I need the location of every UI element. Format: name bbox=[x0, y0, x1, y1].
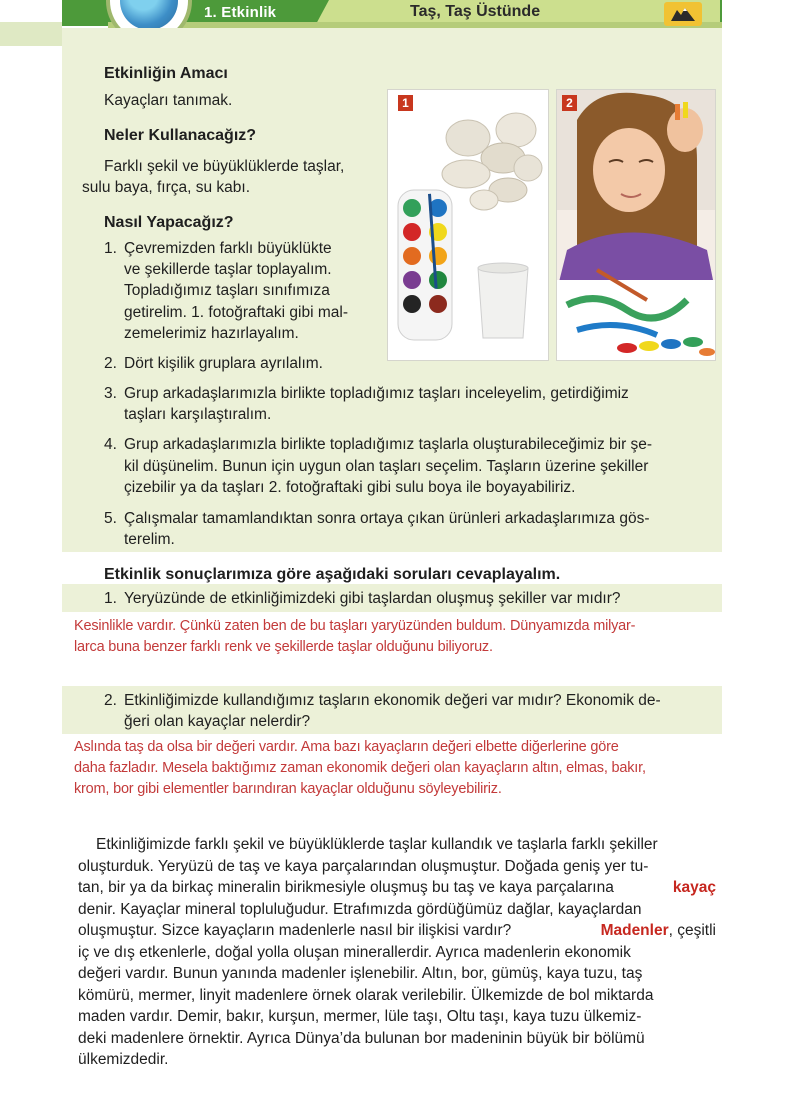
step-number: 3. bbox=[104, 385, 117, 402]
body-line: değeri vardır. Bunun yanında madenler işlenebilir. Altın, bor, gümüş, kaya tuzu, taş bbox=[78, 965, 643, 982]
question-line: Yeryüzünde de etkinliğimizdeki gibi taşlardan oluşmuş şekiller var mıdır? bbox=[124, 590, 621, 607]
body-line-with-keyword bbox=[78, 920, 716, 941]
materials-line: Farklı şekil ve büyüklüklerde taşlar, bbox=[104, 158, 345, 175]
photo-number-label: 2 bbox=[562, 95, 577, 111]
body-line: iç ve dış etkenlerle, doğal yolla oluşan minerallerdir. Ayrıca madenlerin ekonomik bbox=[78, 944, 631, 961]
body-line: maden vardır. Demir, bakır, kurşun, mermer, lüle taşı, Oltu taşı, kaya tuzu ülkemiz- bbox=[78, 1008, 642, 1025]
aim-heading: Etkinliğin Amacı bbox=[104, 65, 228, 82]
question-number: 2. bbox=[104, 692, 117, 709]
activity-title: Taş, Taş Üstünde bbox=[410, 3, 541, 20]
photo-materials bbox=[387, 89, 549, 361]
body-line: Etkinliğimizde farklı şekil ve büyüklüklerde taşlar kullandık ve taşlarla farklı şekiller bbox=[96, 836, 658, 853]
step-line: Grup arkadaşlarımızla birlikte topladığımız taşlarla oluşturabileceğimiz bir şe- bbox=[124, 436, 653, 453]
answer-line: krom, bor gibi elementler barındıran kayaçlar olduğunu söyleyebiliriz. bbox=[74, 781, 502, 797]
step-line: zemelerimiz hazırlayalım. bbox=[124, 325, 299, 342]
theme-badge-icon bbox=[664, 2, 702, 26]
answer-line: daha fazladır. Mesela baktığımız zaman ekonomik değeri olan kayaçların altın, elmas, bakır, bbox=[74, 760, 646, 776]
body-text: , çeşitli bbox=[668, 922, 716, 939]
step-line: çizebilir ya da taşları 2. fotoğraftaki gibi sulu boya ile boyayabiliriz. bbox=[124, 479, 576, 496]
howto-heading: Nasıl Yapacağız? bbox=[104, 214, 234, 231]
answer-line: Aslında taş da olsa bir değeri vardır. Ama bazı kayaçların değeri elbette diğerlerine göre bbox=[74, 739, 619, 755]
keyword-kayac: kayaç bbox=[672, 879, 716, 896]
body-line: deki madenlere örnektir. Ayrıca Dünya’da bulunan bor madeninin büyük bir bölümü bbox=[78, 1030, 645, 1047]
body-line: denir. Kayaçlar mineral topluluğudur. Etrafımızda gördüğümüz dağlar, kayaçlardan bbox=[78, 901, 642, 918]
body-text: tan, bir ya da birkaç mineralin birikmesiyle oluşmuş bu taş ve kaya parçalarına bbox=[78, 879, 614, 896]
step-line: terelim. bbox=[124, 531, 175, 548]
step-number: 5. bbox=[104, 510, 117, 527]
step-line: Çevremizden farklı büyüklükte bbox=[124, 240, 332, 257]
answer-line: larca buna benzer farklı renk ve şekillerde taşlar olduğunu biliyoruz. bbox=[74, 639, 493, 655]
step-line: Grup arkadaşlarımızla birlikte topladığımız taşları inceleyelim, getirdiğimiz bbox=[124, 385, 629, 402]
body-text: oluşmuştur. Sizce kayaçların madenlerle nasıl bir ilişkisi vardır? bbox=[78, 922, 512, 939]
step-line: ve şekillerde taşlar toplayalım. bbox=[124, 261, 332, 278]
step-number: 4. bbox=[104, 436, 117, 453]
materials-heading: Neler Kullanacağız? bbox=[104, 127, 257, 144]
results-heading: Etkinlik sonuçlarımıza göre aşağıdaki soruları cevaplayalım. bbox=[104, 566, 561, 583]
keyword-madenler: Madenler bbox=[600, 922, 669, 939]
step-line: Dört kişilik gruplara ayrılalım. bbox=[124, 355, 323, 372]
step-line: getirelim. 1. fotoğraftaki gibi mal- bbox=[124, 304, 348, 321]
body-line: oluşturduk. Yeryüzü de taş ve kaya parçalarından oluşmuştur. Doğada geniş yer tu- bbox=[78, 858, 649, 875]
body-line-with-keyword bbox=[78, 877, 716, 898]
step-line: kil düşünelim. Bunun için uygun olan taşları seçelim. Taşların üzerine şekiller bbox=[124, 458, 649, 475]
body-line: kömürü, mermer, linyit madenlere örnek olarak verilebilir. Ülkemizde de bol miktarda bbox=[78, 987, 654, 1004]
keyword-group bbox=[601, 920, 716, 941]
question-line: Etkinliğimizde kullandığımız taşların ekonomik değeri var mıdır? Ekonomik de- bbox=[124, 692, 661, 709]
margin-strip bbox=[0, 22, 62, 46]
aim-text: Kayaçları tanımak. bbox=[104, 92, 233, 109]
materials-line: sulu baya, fırça, su kabı. bbox=[82, 179, 251, 196]
question-number: 1. bbox=[104, 590, 117, 607]
answer-line: Kesinlikle vardır. Çünkü zaten ben de bu taşları yaryüzünden buldum. Dünyamızda milyar- bbox=[74, 618, 636, 634]
step-line: Topladığımız taşları sınıfımıza bbox=[124, 282, 330, 299]
photo-child-painting bbox=[556, 89, 716, 361]
step-number: 1. bbox=[104, 240, 117, 257]
step-line: taşları karşılaştıralım. bbox=[124, 406, 272, 423]
step-number: 2. bbox=[104, 355, 117, 372]
photo-number-label: 1 bbox=[398, 95, 413, 111]
question-line: ğeri olan kayaçlar nelerdir? bbox=[124, 713, 311, 730]
body-line: ülkemizdedir. bbox=[78, 1051, 169, 1068]
activity-number: 1. Etkinlik bbox=[204, 4, 277, 21]
step-line: Çalışmalar tamamlandıktan sonra ortaya çıkan ürünleri arkadaşlarımıza gös- bbox=[124, 510, 650, 527]
